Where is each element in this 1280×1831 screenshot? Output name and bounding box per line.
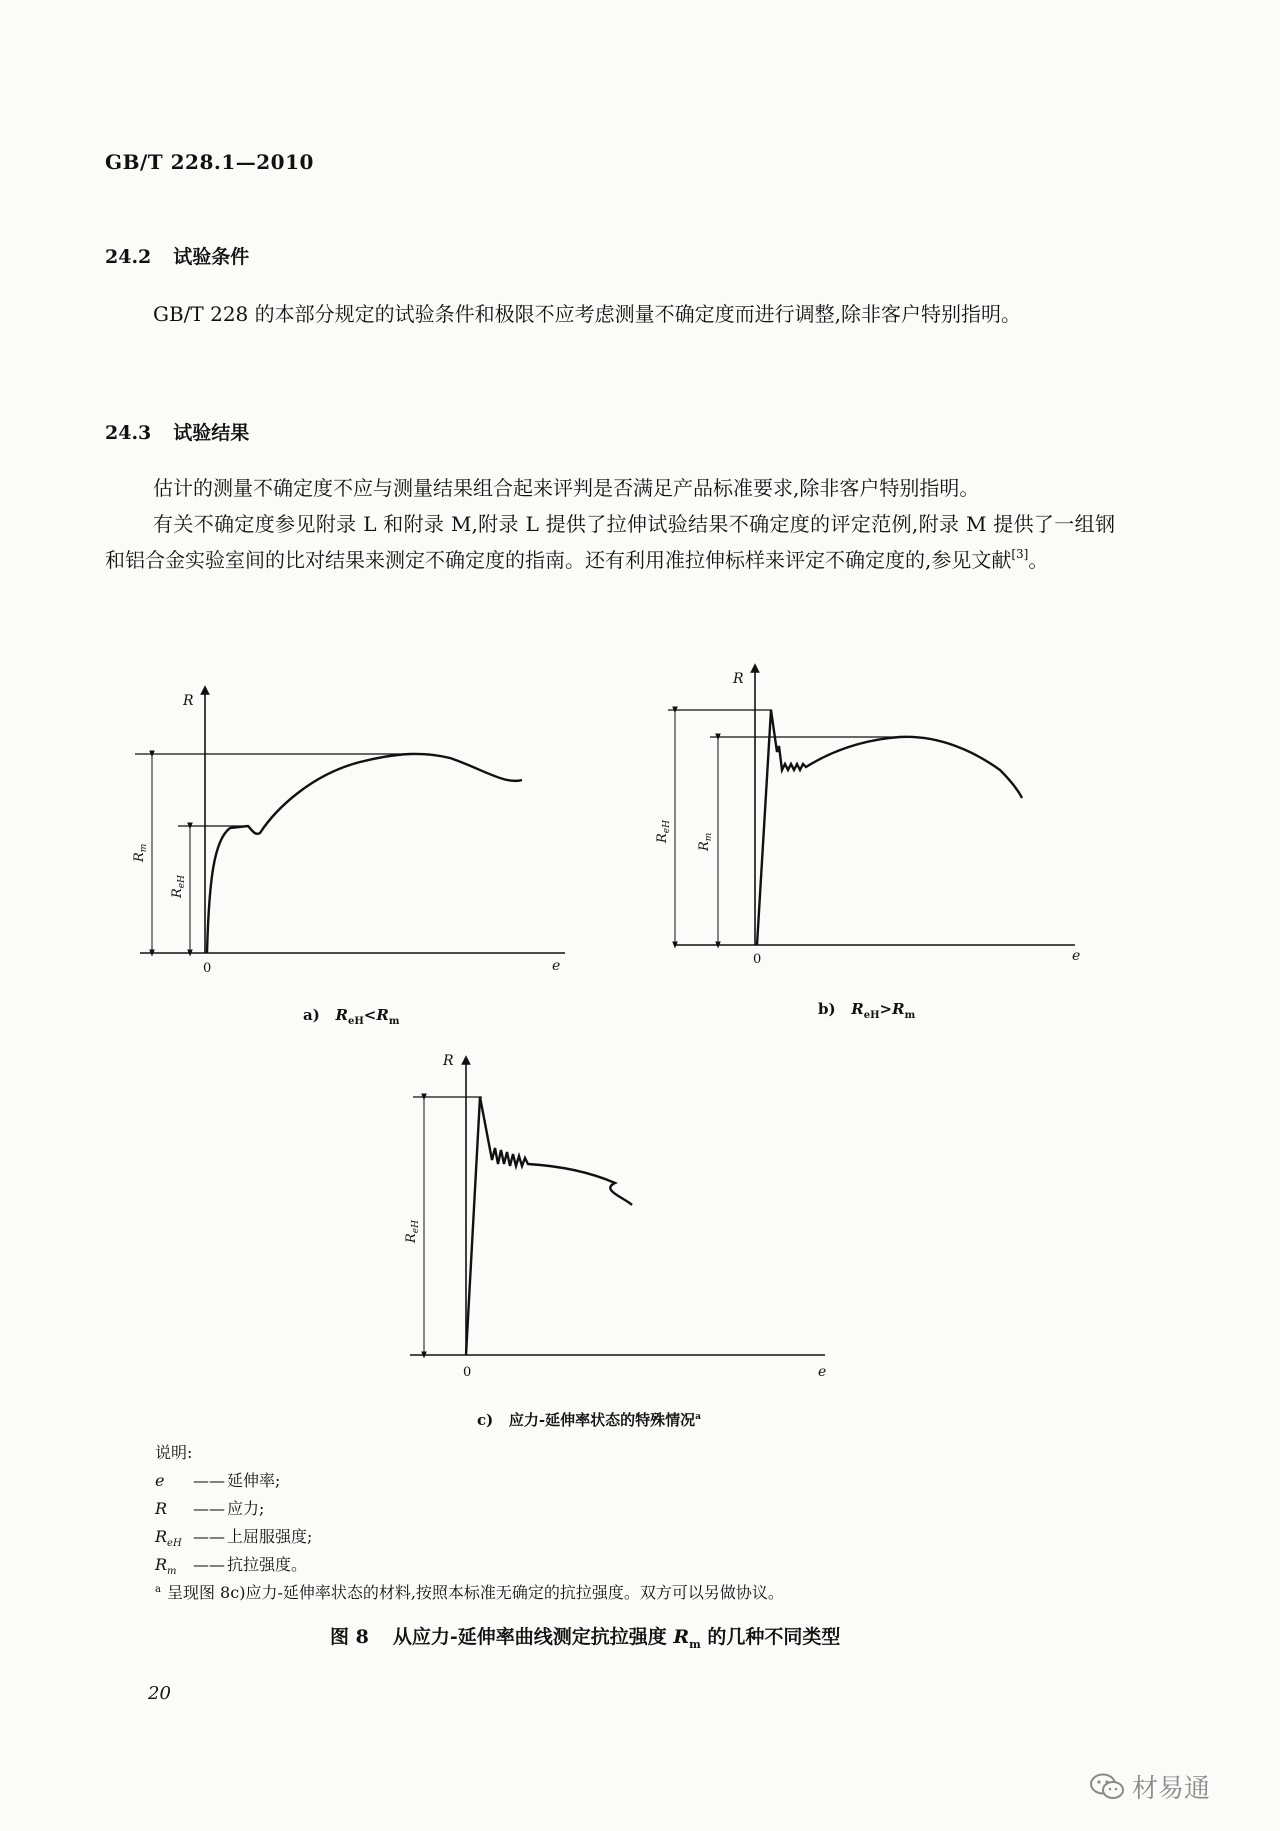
- reh-label: [170, 875, 187, 899]
- page-number: 20: [148, 1683, 171, 1704]
- figure-footnote: [155, 1580, 784, 1603]
- section-title: 试验条件: [173, 246, 250, 268]
- subfigure-caption-b: [818, 1000, 915, 1021]
- legend-item: [155, 1552, 307, 1577]
- x-axis-label: e: [818, 1364, 827, 1380]
- svg-text:ReH: $R_{eH}$: [170, 875, 187, 898]
- legend-title: 说明:: [155, 1443, 193, 1462]
- wechat-icon: [1090, 1773, 1124, 1801]
- legend-text: 应力;: [227, 1499, 265, 1518]
- caption-prefix: b): [818, 1000, 836, 1018]
- y-axis-label: R: [733, 671, 744, 687]
- footnote-text: 呈现图 8c)应力-延伸率状态的材料,按照本标准无确定的抗拉强度。双方可以另做协议。: [166, 1583, 784, 1602]
- caption-symbol: R: [335, 1006, 348, 1024]
- caption-text: 应力-延伸率状态的特殊情况: [508, 1411, 696, 1429]
- subfigure-a: [135, 690, 565, 953]
- svg-text:ReH: $R_{eH}$: [655, 820, 672, 843]
- rm-label: [697, 833, 714, 852]
- origin-label: 0: [463, 1365, 472, 1380]
- rm-label: [132, 844, 149, 863]
- paragraph-tail: 。: [1028, 548, 1049, 572]
- figure-title-symbol: R: [673, 1626, 690, 1648]
- legend-text: 上屈服强度;: [227, 1527, 313, 1546]
- paragraph: GB/T 228 的本部分规定的试验条件和极限不应考虑测量不确定度而进行调整,除非客户特别指明。: [153, 302, 1021, 326]
- legend-dash: ——: [193, 1471, 225, 1490]
- watermark: [1090, 1768, 1210, 1805]
- section-title: 试验结果: [173, 422, 250, 444]
- upper-yield-label: [655, 820, 672, 844]
- legend-text: 延伸率;: [227, 1471, 281, 1490]
- legend-item: [155, 1496, 264, 1521]
- caption-prefix: a): [303, 1006, 320, 1024]
- x-axis-label: e: [552, 958, 561, 974]
- caption-footnote-mark: a: [695, 1412, 701, 1422]
- x-axis-label: e: [1072, 948, 1081, 964]
- legend-item: [155, 1468, 280, 1493]
- legend-dash: ——: [193, 1527, 225, 1546]
- subfigure-caption-a: [303, 1006, 399, 1027]
- svg-text:ReH: $R_{eH}$: [404, 1220, 421, 1243]
- svg-text:Rm: $R_m$: [697, 832, 714, 851]
- paragraph-text: 有关不确定度参见附录 L 和附录 M,附录 L 提供了拉伸试验结果不确定度的评定范例,附录 M 提供了一组钢和铝合金实验室间的比对结果来测定不确定度的指南。还有利用准拉伸标样来评定不确定度的,参见文献: [105, 512, 1115, 572]
- subfigure-c: [410, 1060, 825, 1355]
- caption-symbol: R: [892, 1000, 905, 1018]
- watermark-text: 材易通: [1132, 1774, 1211, 1804]
- legend-symbol: R: [155, 1499, 168, 1518]
- caption-operator: >: [879, 1000, 893, 1018]
- stress-strain-curve: [466, 1097, 632, 1355]
- figure-title-text-tail: 的几种不同类型: [700, 1626, 841, 1648]
- caption-symbol-sub: m: [904, 1010, 916, 1021]
- origin-label: 0: [203, 961, 212, 976]
- legend-dash: ——: [193, 1555, 225, 1574]
- legend-text: 抗拉强度。: [227, 1555, 308, 1574]
- caption-prefix: c): [477, 1411, 494, 1429]
- subfigure-b: [668, 668, 1075, 945]
- svg-text:Rm: $R_m$: [132, 843, 149, 862]
- caption-operator: <: [363, 1006, 377, 1024]
- figure-number: 图 8: [330, 1626, 369, 1648]
- figure-title-text: 从应力-延伸率曲线测定抗拉强度: [392, 1626, 674, 1648]
- subfigure-caption-c: [477, 1409, 701, 1430]
- legend-symbol: $R_m$: [155, 1555, 177, 1578]
- figure-title-symbol-sub: m: [689, 1637, 701, 1651]
- legend-symbol: e: [155, 1471, 165, 1490]
- stress-strain-curve: [757, 710, 1022, 945]
- origin-label: 0: [753, 952, 762, 967]
- y-axis-label: R: [443, 1053, 454, 1069]
- paragraph: 估计的测量不确定度不应与测量结果组合起来评判是否满足产品标准要求,除非客户特别指明。: [153, 476, 980, 500]
- reh-label: [404, 1220, 421, 1244]
- section-number: 24.2: [105, 246, 152, 268]
- figure-title: [330, 1622, 840, 1651]
- y-axis-label: R: [183, 693, 194, 709]
- caption-symbol-sub: eH: [347, 1016, 364, 1027]
- caption-symbol: R: [851, 1000, 864, 1018]
- footnote-mark: a: [155, 1584, 161, 1595]
- caption-symbol: R: [376, 1006, 389, 1024]
- caption-symbol-sub: m: [388, 1016, 400, 1027]
- reference-mark: [3]: [1011, 547, 1029, 561]
- standard-code: GB/T 228.1—2010: [105, 150, 314, 174]
- stress-strain-curve: [207, 754, 522, 953]
- section-number: 24.3: [105, 422, 152, 444]
- legend-item: [155, 1524, 312, 1549]
- legend-symbol: $R_{eH}$: [155, 1527, 182, 1550]
- legend-dash: ——: [193, 1499, 225, 1518]
- caption-symbol-sub: eH: [863, 1010, 880, 1021]
